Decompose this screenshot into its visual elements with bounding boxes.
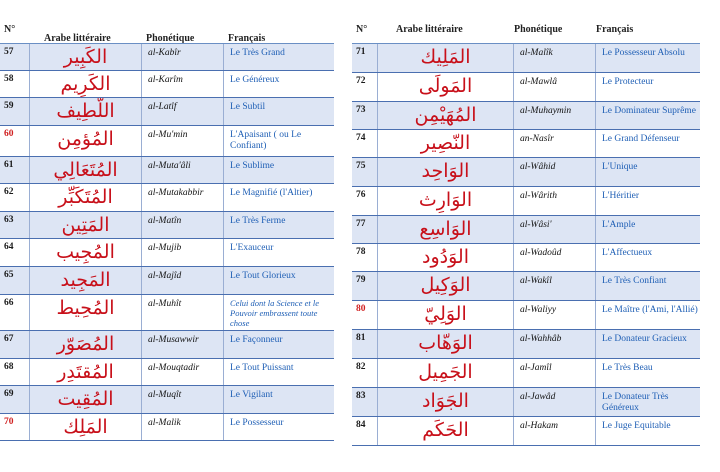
- phonetic-name: al-Wadoûd: [514, 244, 596, 271]
- arabic-name: الكَرِيم: [30, 71, 142, 97]
- table-row: [0, 212, 334, 239]
- row-number: 67: [0, 331, 30, 358]
- header-num: N°: [356, 24, 368, 35]
- french-meaning: Le Dominateur Suprême: [602, 106, 696, 116]
- table-row: [0, 239, 334, 267]
- table-row: [352, 158, 700, 187]
- french-meaning: Le Maître (l'Ami, l'Allié): [602, 305, 698, 315]
- right-table: [352, 0, 700, 446]
- row-number: 78: [352, 244, 378, 271]
- table-row: [352, 301, 700, 330]
- arabic-name: الوَكِيل: [378, 272, 514, 300]
- row-number: 69: [0, 386, 30, 413]
- table-row: [0, 126, 334, 157]
- row-number: 66: [0, 295, 30, 330]
- row-number: 64: [0, 239, 30, 266]
- phonetic-name: al-Jawâd: [514, 388, 596, 416]
- table-row: [0, 157, 334, 184]
- french-meaning: L'Affectueux: [602, 248, 653, 258]
- phonetic-name: al-Wahhâb: [514, 330, 596, 358]
- right-rows: [352, 44, 700, 446]
- left-table-header: [0, 0, 334, 44]
- phonetic-name: al-Musawwir: [142, 331, 224, 358]
- table-row: [0, 414, 334, 441]
- phonetic-name: an-Nasîr: [514, 130, 596, 157]
- arabic-name: المَلِك: [30, 414, 142, 440]
- row-number: 62: [0, 184, 30, 211]
- table-row: [0, 98, 334, 126]
- french-meaning: Le Vigilant: [230, 390, 273, 400]
- french-meaning: Le Protecteur: [602, 77, 654, 87]
- french-meaning: L'Exauceur: [230, 243, 274, 253]
- phonetic-name: al-Kabîr: [142, 44, 224, 70]
- table-row: [0, 359, 334, 386]
- arabic-name: الوَارِث: [378, 187, 514, 215]
- phonetic-name: al-Jamîl: [514, 359, 596, 387]
- phonetic-name: al-Mawlâ: [514, 73, 596, 101]
- table-row: [0, 295, 334, 331]
- header-arabic: Arabe littéraire: [396, 24, 463, 35]
- row-number: 82: [352, 359, 378, 387]
- row-number: 73: [352, 102, 378, 129]
- arabic-name: الحَكَم: [378, 417, 514, 445]
- table-row: [352, 44, 700, 73]
- french-meaning: Le Magnifié (l'Altier): [230, 188, 313, 198]
- french-meaning: Le Juge Equitable: [602, 421, 671, 431]
- row-number: 60: [0, 126, 30, 156]
- table-row: [352, 417, 700, 446]
- french-meaning: Le Généreux: [230, 75, 280, 85]
- row-number: 84: [352, 417, 378, 445]
- table-row: [352, 272, 700, 301]
- phonetic-name: al-Muhît: [142, 295, 224, 330]
- row-number: 76: [352, 187, 378, 215]
- phonetic-name: al-Malik: [142, 414, 224, 440]
- header-num: N°: [4, 24, 16, 35]
- phonetic-name: al-Malîk: [514, 44, 596, 72]
- arabic-name: المُهَيْمِن: [378, 102, 514, 129]
- arabic-name: الوَدُود: [378, 244, 514, 271]
- phonetic-name: al-Wâhid: [514, 158, 596, 186]
- row-number: 80: [352, 301, 378, 329]
- arabic-name: الكَبِير: [30, 44, 142, 70]
- row-number: 77: [352, 216, 378, 243]
- row-number: 70: [0, 414, 30, 440]
- table-row: [0, 44, 334, 71]
- phonetic-name: al-Mujib: [142, 239, 224, 266]
- row-number: 81: [352, 330, 378, 358]
- table-row: [352, 187, 700, 216]
- table-row: [0, 267, 334, 295]
- phonetic-name: al-Mouqtadir: [142, 359, 224, 385]
- phonetic-name: al-Majîd: [142, 267, 224, 294]
- arabic-name: المُصَوّر: [30, 331, 142, 358]
- row-number: 59: [0, 98, 30, 125]
- table-row: [352, 244, 700, 272]
- phonetic-name: al-Hakam: [514, 417, 596, 445]
- phonetic-name: al-Muqît: [142, 386, 224, 413]
- arabic-name: الوَاحِد: [378, 158, 514, 186]
- arabic-name: المَلِيك: [378, 44, 514, 72]
- table-row: [0, 71, 334, 98]
- right-table-header: [352, 0, 700, 44]
- phonetic-name: al-Waliyy: [514, 301, 596, 329]
- arabic-name: المُقِيت: [30, 386, 142, 413]
- french-meaning: L'Ample: [602, 220, 636, 230]
- french-meaning: Le Façonneur: [230, 335, 283, 345]
- table-row: [352, 388, 700, 417]
- row-number: 58: [0, 71, 30, 97]
- table-row: [352, 359, 700, 388]
- arabic-name: الوَهّاب: [378, 330, 514, 358]
- table-row: [0, 184, 334, 212]
- french-meaning: Le Possesseur Absolu: [602, 48, 685, 58]
- french-meaning: Le Sublime: [230, 161, 275, 171]
- arabic-name: المُؤمِن: [30, 126, 142, 156]
- french-meaning: Le Possesseur: [230, 418, 284, 428]
- row-number: 72: [352, 73, 378, 101]
- phonetic-name: al-Wâsi': [514, 216, 596, 243]
- arabic-name: الوَاسِع: [378, 216, 514, 243]
- left-table: [0, 0, 334, 441]
- phonetic-name: al-Muhaymin: [514, 102, 596, 129]
- arabic-name: المَجِيد: [30, 267, 142, 294]
- french-meaning: Le Très Ferme: [230, 216, 286, 226]
- french-meaning: Le Très Beau: [602, 363, 653, 373]
- table-row: [0, 386, 334, 414]
- phonetic-name: al-Mu'min: [142, 126, 224, 156]
- header-phonetic: Phonétique: [514, 24, 563, 35]
- phonetic-name: al-Latîf: [142, 98, 224, 125]
- row-number: 68: [0, 359, 30, 385]
- phonetic-name: al-Muta'âli: [142, 157, 224, 183]
- row-number: 71: [352, 44, 378, 72]
- phonetic-name: al-Matîn: [142, 212, 224, 238]
- row-number: 65: [0, 267, 30, 294]
- french-meaning: Le Tout Puissant: [230, 363, 294, 373]
- header-french: Français: [596, 24, 634, 35]
- table-row: [352, 73, 700, 102]
- arabic-name: الجَوَاد: [378, 388, 514, 416]
- arabic-name: المَتِين: [30, 212, 142, 238]
- french-meaning: Le Donateur Très Généreux: [602, 392, 669, 413]
- arabic-name: النّصِير: [378, 130, 514, 157]
- row-number: 61: [0, 157, 30, 183]
- table-row: [352, 330, 700, 359]
- table-row: [352, 216, 700, 244]
- phonetic-name: al-Wakîl: [514, 272, 596, 300]
- row-number: 79: [352, 272, 378, 300]
- arabic-name: المُحِيط: [30, 295, 142, 330]
- french-meaning: L'Unique: [602, 162, 638, 172]
- arabic-name: الوَلِيّ: [378, 301, 514, 329]
- row-number: 75: [352, 158, 378, 186]
- french-meaning: Le Très Confiant: [602, 276, 667, 286]
- phonetic-name: al-Karîm: [142, 71, 224, 97]
- arabic-name: اللّطِيف: [30, 98, 142, 125]
- table-row: [352, 130, 700, 158]
- row-number: 74: [352, 130, 378, 157]
- phonetic-name: al-Mutakabbir: [142, 184, 224, 211]
- french-meaning: Le Subtil: [230, 102, 266, 112]
- row-number: 57: [0, 44, 30, 70]
- table-row: [352, 102, 700, 130]
- french-meaning: Le Très Grand: [230, 48, 285, 58]
- arabic-name: المَولَى: [378, 73, 514, 101]
- french-meaning: L'Héritier: [602, 191, 640, 201]
- table-row: [0, 331, 334, 359]
- french-meaning: Le Grand Défenseur: [602, 134, 680, 144]
- header-phonetic: Phonétique: [146, 33, 195, 44]
- left-rows: [0, 44, 334, 441]
- french-meaning: Le Tout Glorieux: [230, 271, 296, 281]
- french-meaning: Celui dont la Science et le Pouvoir embrassent toute chose: [230, 298, 319, 328]
- arabic-name: المُتَعَالِي: [30, 157, 142, 183]
- french-meaning: Le Donateur Gracieux: [602, 334, 687, 344]
- row-number: 63: [0, 212, 30, 238]
- row-number: 83: [352, 388, 378, 416]
- phonetic-name: al-Wârith: [514, 187, 596, 215]
- header-arabic: Arabe littéraire: [44, 33, 111, 44]
- arabic-name: المُتَكَبِّر: [30, 184, 142, 211]
- french-meaning: L'Apaisant ( ou Le Confiant): [230, 130, 302, 151]
- header-french: Français: [228, 33, 266, 44]
- arabic-name: المُقتَدِر: [30, 359, 142, 385]
- arabic-name: الجَمِيل: [378, 359, 514, 387]
- arabic-name: المُجِيب: [30, 239, 142, 266]
